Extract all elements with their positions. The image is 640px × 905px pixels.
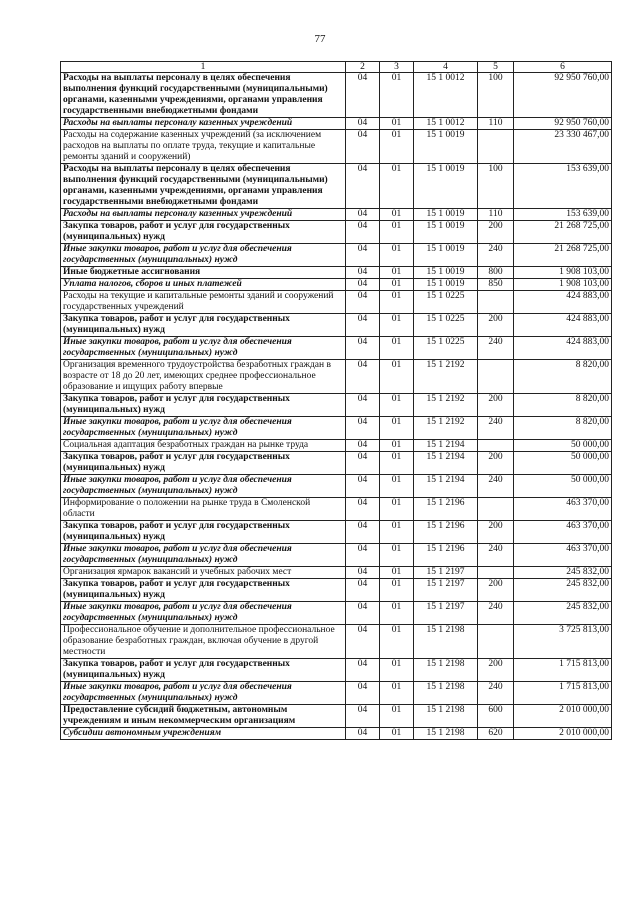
row-amount: 153 639,00	[514, 209, 612, 221]
table-row	[61, 267, 612, 279]
row-subsection: 01	[380, 659, 414, 682]
row-name: Иные закупки товаров, работ и услуг для обеспечения государственных (муниципальных) нужд	[61, 417, 346, 440]
row-subsection: 01	[380, 314, 414, 337]
table-row	[61, 728, 612, 740]
row-section: 04	[346, 579, 380, 602]
row-expense-type: 110	[478, 118, 514, 130]
row-section: 04	[346, 337, 380, 360]
row-amount: 1 715 813,00	[514, 682, 612, 705]
row-name: Организация ярмарок вакансий и учебных рабочих мест	[61, 567, 346, 579]
row-amount: 463 370,00	[514, 544, 612, 567]
row-section: 04	[346, 267, 380, 279]
row-name: Иные закупки товаров, работ и услуг для обеспечения государственных (муниципальных) нужд	[61, 544, 346, 567]
row-subsection: 01	[380, 221, 414, 244]
row-section: 04	[346, 705, 380, 728]
table-row	[61, 118, 612, 130]
row-name: Социальная адаптация безработных граждан на рынке труда	[61, 440, 346, 452]
row-section: 04	[346, 682, 380, 705]
table-row	[61, 625, 612, 659]
row-expense-type: 240	[478, 417, 514, 440]
row-amount: 245 832,00	[514, 579, 612, 602]
row-section: 04	[346, 130, 380, 164]
row-expense-type: 240	[478, 682, 514, 705]
row-expense-type: 600	[478, 705, 514, 728]
row-subsection: 01	[380, 705, 414, 728]
row-expense-type: 200	[478, 579, 514, 602]
table-row	[61, 452, 612, 475]
row-target-article: 15 1 0019	[414, 130, 478, 164]
row-subsection: 01	[380, 521, 414, 544]
row-name: Расходы на выплаты персоналу в целях обеспечения выполнения функций государственными (муниципальными) органами, казенными учреждениями, органами управления государственными внебюджетными фондами	[61, 164, 346, 209]
page-number: 77	[314, 33, 326, 45]
row-amount: 8 820,00	[514, 394, 612, 417]
row-target-article: 15 1 2194	[414, 452, 478, 475]
header-col-4: 4	[414, 62, 478, 73]
row-name: Расходы на выплаты персоналу в целях обеспечения выполнения функций государственными (муниципальными) органами, казенными учреждениями, органами управления государственными внебюджетными фондами	[61, 73, 346, 118]
row-target-article: 15 1 0012	[414, 73, 478, 118]
row-name: Иные закупки товаров, работ и услуг для обеспечения государственных (муниципальных) нужд	[61, 682, 346, 705]
row-subsection: 01	[380, 440, 414, 452]
row-subsection: 01	[380, 291, 414, 314]
row-expense-type	[478, 625, 514, 659]
row-name: Закупка товаров, работ и услуг для государственных (муниципальных) нужд	[61, 394, 346, 417]
row-amount: 21 268 725,00	[514, 221, 612, 244]
table-row	[61, 279, 612, 291]
row-section: 04	[346, 521, 380, 544]
row-name: Закупка товаров, работ и услуг для государственных (муниципальных) нужд	[61, 221, 346, 244]
row-section: 04	[346, 498, 380, 521]
row-subsection: 01	[380, 728, 414, 740]
row-section: 04	[346, 291, 380, 314]
row-expense-type: 200	[478, 394, 514, 417]
row-section: 04	[346, 73, 380, 118]
row-name: Иные закупки товаров, работ и услуг для обеспечения государственных (муниципальных) нужд	[61, 475, 346, 498]
row-section: 04	[346, 417, 380, 440]
row-amount: 1 908 103,00	[514, 279, 612, 291]
row-subsection: 01	[380, 625, 414, 659]
table-row	[61, 544, 612, 567]
row-expense-type: 200	[478, 314, 514, 337]
row-name: Расходы на содержание казенных учреждений (за исключением расходов на выплаты по оплате труда, текущие и капитальные ремонты зданий и сооружений)	[61, 130, 346, 164]
table-row	[61, 705, 612, 728]
row-target-article: 15 1 2197	[414, 602, 478, 625]
row-section: 04	[346, 602, 380, 625]
row-target-article: 15 1 2198	[414, 728, 478, 740]
row-subsection: 01	[380, 682, 414, 705]
row-expense-type	[478, 498, 514, 521]
row-subsection: 01	[380, 602, 414, 625]
row-expense-type	[478, 291, 514, 314]
row-target-article: 15 1 2198	[414, 682, 478, 705]
row-amount: 1 715 813,00	[514, 659, 612, 682]
row-target-article: 15 1 0019	[414, 209, 478, 221]
row-section: 04	[346, 475, 380, 498]
row-expense-type	[478, 440, 514, 452]
table-row	[61, 164, 612, 209]
header-col-3: 3	[380, 62, 414, 73]
row-subsection: 01	[380, 452, 414, 475]
row-name: Закупка товаров, работ и услуг для государственных (муниципальных) нужд	[61, 452, 346, 475]
row-expense-type: 100	[478, 164, 514, 209]
row-target-article: 15 1 2194	[414, 440, 478, 452]
row-section: 04	[346, 360, 380, 394]
row-name: Иные закупки товаров, работ и услуг для обеспечения государственных (муниципальных) нужд	[61, 244, 346, 267]
row-name: Информирование о положении на рынке труда в Смоленской области	[61, 498, 346, 521]
row-amount: 424 883,00	[514, 291, 612, 314]
row-subsection: 01	[380, 209, 414, 221]
row-subsection: 01	[380, 567, 414, 579]
row-subsection: 01	[380, 130, 414, 164]
row-name: Закупка товаров, работ и услуг для государственных (муниципальных) нужд	[61, 579, 346, 602]
row-target-article: 15 1 0019	[414, 267, 478, 279]
row-name: Расходы на выплаты персоналу казенных учреждений	[61, 209, 346, 221]
row-target-article: 15 1 2196	[414, 521, 478, 544]
row-amount: 245 832,00	[514, 602, 612, 625]
row-expense-type: 620	[478, 728, 514, 740]
row-target-article: 15 1 2196	[414, 498, 478, 521]
row-expense-type: 200	[478, 659, 514, 682]
row-expense-type	[478, 130, 514, 164]
row-amount: 50 000,00	[514, 452, 612, 475]
row-section: 04	[346, 118, 380, 130]
row-subsection: 01	[380, 475, 414, 498]
row-expense-type: 100	[478, 73, 514, 118]
row-target-article: 15 1 0019	[414, 244, 478, 267]
row-name: Предоставление субсидий бюджетным, автономным учреждениям и иным некоммерческим организациям	[61, 705, 346, 728]
budget-table	[60, 61, 612, 740]
row-expense-type: 240	[478, 475, 514, 498]
table-row	[61, 130, 612, 164]
table-row	[61, 221, 612, 244]
row-expense-type: 200	[478, 221, 514, 244]
row-section: 04	[346, 544, 380, 567]
row-name: Закупка товаров, работ и услуг для государственных (муниципальных) нужд	[61, 659, 346, 682]
row-section: 04	[346, 244, 380, 267]
table-row	[61, 521, 612, 544]
row-subsection: 01	[380, 73, 414, 118]
row-section: 04	[346, 567, 380, 579]
row-name: Иные закупки товаров, работ и услуг для обеспечения государственных (муниципальных) нужд	[61, 337, 346, 360]
row-name: Субсидии автономным учреждениям	[61, 728, 346, 740]
row-subsection: 01	[380, 164, 414, 209]
header-col-5: 5	[478, 62, 514, 73]
row-amount: 2 010 000,00	[514, 728, 612, 740]
table-row	[61, 602, 612, 625]
row-target-article: 15 1 2192	[414, 417, 478, 440]
table-row	[61, 394, 612, 417]
row-section: 04	[346, 314, 380, 337]
row-target-article: 15 1 2198	[414, 625, 478, 659]
table-row	[61, 337, 612, 360]
table-row	[61, 498, 612, 521]
row-target-article: 15 1 2197	[414, 567, 478, 579]
row-target-article: 15 1 0012	[414, 118, 478, 130]
row-section: 04	[346, 164, 380, 209]
table-header-row	[61, 62, 612, 73]
row-amount: 1 908 103,00	[514, 267, 612, 279]
row-amount: 50 000,00	[514, 475, 612, 498]
row-section: 04	[346, 659, 380, 682]
row-amount: 463 370,00	[514, 521, 612, 544]
row-expense-type	[478, 567, 514, 579]
row-expense-type	[478, 360, 514, 394]
table-row	[61, 579, 612, 602]
header-col-2: 2	[346, 62, 380, 73]
row-amount: 23 330 467,00	[514, 130, 612, 164]
row-expense-type: 240	[478, 602, 514, 625]
row-name: Закупка товаров, работ и услуг для государственных (муниципальных) нужд	[61, 521, 346, 544]
row-target-article: 15 1 2198	[414, 705, 478, 728]
row-subsection: 01	[380, 417, 414, 440]
row-expense-type: 800	[478, 267, 514, 279]
row-name: Профессиональное обучение и дополнительное профессиональное образование безработных граждан, включая обучение в другой местности	[61, 625, 346, 659]
table-row	[61, 244, 612, 267]
row-amount: 3 725 813,00	[514, 625, 612, 659]
row-target-article: 15 1 2192	[414, 360, 478, 394]
table-row	[61, 314, 612, 337]
row-target-article: 15 1 0225	[414, 314, 478, 337]
row-name: Организация временного трудоустройства безработных граждан в возрасте от 18 до 20 лет, имеющих среднее профессиональное образование и ищущих работу впервые	[61, 360, 346, 394]
row-section: 04	[346, 221, 380, 244]
row-subsection: 01	[380, 579, 414, 602]
row-subsection: 01	[380, 544, 414, 567]
row-target-article: 15 1 0225	[414, 337, 478, 360]
row-amount: 424 883,00	[514, 314, 612, 337]
row-section: 04	[346, 394, 380, 417]
row-subsection: 01	[380, 244, 414, 267]
row-amount: 245 832,00	[514, 567, 612, 579]
row-section: 04	[346, 440, 380, 452]
row-target-article: 15 1 2198	[414, 659, 478, 682]
row-expense-type: 850	[478, 279, 514, 291]
header-col-6: 6	[514, 62, 612, 73]
table-body	[61, 73, 612, 740]
row-target-article: 15 1 2196	[414, 544, 478, 567]
row-name: Расходы на текущие и капитальные ремонты зданий и сооружений государственных учреждений	[61, 291, 346, 314]
row-subsection: 01	[380, 118, 414, 130]
row-name: Иные бюджетные ассигнования	[61, 267, 346, 279]
row-amount: 50 000,00	[514, 440, 612, 452]
row-amount: 2 010 000,00	[514, 705, 612, 728]
header-col-1: 1	[61, 62, 346, 73]
row-amount: 424 883,00	[514, 337, 612, 360]
table-row	[61, 440, 612, 452]
table-row	[61, 417, 612, 440]
row-name: Расходы на выплаты персоналу казенных учреждений	[61, 118, 346, 130]
row-subsection: 01	[380, 279, 414, 291]
row-section: 04	[346, 452, 380, 475]
row-section: 04	[346, 209, 380, 221]
row-subsection: 01	[380, 498, 414, 521]
row-name: Закупка товаров, работ и услуг для государственных (муниципальных) нужд	[61, 314, 346, 337]
row-name: Уплата налогов, сборов и иных платежей	[61, 279, 346, 291]
row-amount: 8 820,00	[514, 360, 612, 394]
row-target-article: 15 1 0019	[414, 221, 478, 244]
row-amount: 8 820,00	[514, 417, 612, 440]
row-expense-type: 200	[478, 452, 514, 475]
row-expense-type: 110	[478, 209, 514, 221]
row-amount: 153 639,00	[514, 164, 612, 209]
table-row	[61, 73, 612, 118]
row-name: Иные закупки товаров, работ и услуг для обеспечения государственных (муниципальных) нужд	[61, 602, 346, 625]
row-subsection: 01	[380, 337, 414, 360]
row-expense-type: 200	[478, 521, 514, 544]
row-amount: 92 950 760,00	[514, 73, 612, 118]
table-row	[61, 659, 612, 682]
table-row	[61, 291, 612, 314]
row-section: 04	[346, 625, 380, 659]
row-expense-type: 240	[478, 337, 514, 360]
row-expense-type: 240	[478, 244, 514, 267]
table-row	[61, 567, 612, 579]
row-target-article: 15 1 2194	[414, 475, 478, 498]
row-amount: 92 950 760,00	[514, 118, 612, 130]
row-amount: 21 268 725,00	[514, 244, 612, 267]
table-row	[61, 475, 612, 498]
table-row	[61, 209, 612, 221]
row-subsection: 01	[380, 360, 414, 394]
row-amount: 463 370,00	[514, 498, 612, 521]
row-target-article: 15 1 0019	[414, 279, 478, 291]
table-row	[61, 360, 612, 394]
row-subsection: 01	[380, 267, 414, 279]
row-target-article: 15 1 0225	[414, 291, 478, 314]
row-section: 04	[346, 728, 380, 740]
row-target-article: 15 1 0019	[414, 164, 478, 209]
row-target-article: 15 1 2192	[414, 394, 478, 417]
row-section: 04	[346, 279, 380, 291]
row-target-article: 15 1 2197	[414, 579, 478, 602]
table-row	[61, 682, 612, 705]
row-subsection: 01	[380, 394, 414, 417]
row-expense-type: 240	[478, 544, 514, 567]
